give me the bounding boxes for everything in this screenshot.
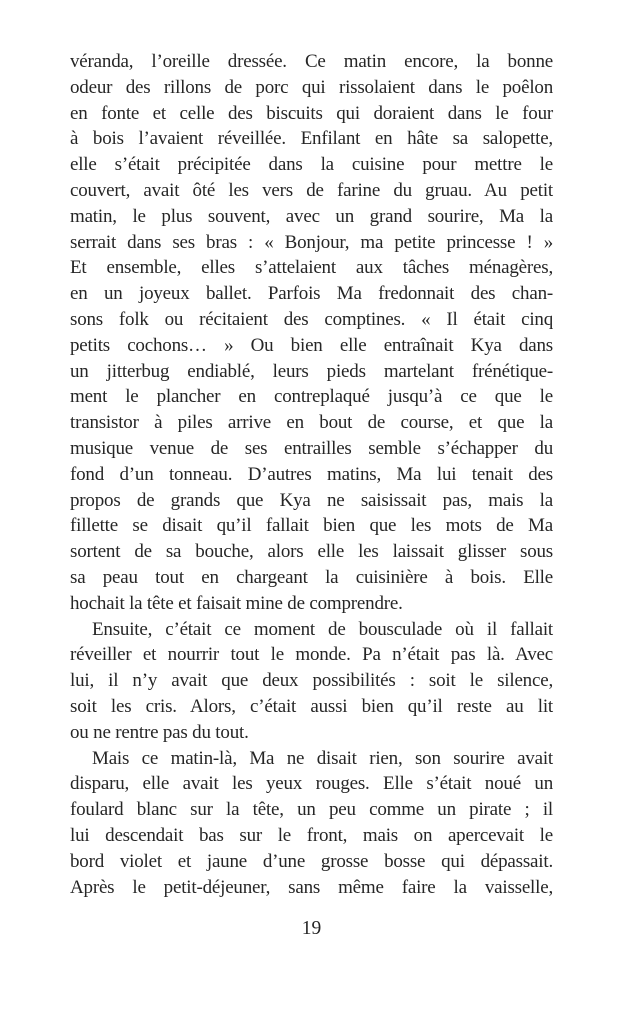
text-line: Après le petit-déjeuner, sans même faire la vaisselle, xyxy=(70,876,553,898)
text-line: lui descendait bas sur le front, mais on apercevait le xyxy=(70,824,553,846)
text-line: bord violet et jaune d’une grosse bosse qui dépassait. xyxy=(70,850,553,872)
text-line: sortent de sa bouche, alors elle les laissait glisser sous xyxy=(70,541,553,563)
text-line: sa peau tout en chargeant la cuisinière à bois. Elle xyxy=(70,566,553,588)
text-line: fond d’un tonneau. D’autres matins, Ma lui tenait des xyxy=(70,463,553,485)
text-line: Mais ce matin-là, Ma ne disait rien, son sourire avait xyxy=(92,747,553,769)
text-line: véranda, l’oreille dressée. Ce matin encore, la bonne xyxy=(70,51,553,72)
text-line: musique venue de ses entrailles semble s’échapper du xyxy=(70,437,553,459)
text-line: hochait la tête et faisait mine de comprendre. xyxy=(70,592,403,614)
text-line: soit les cris. Alors, c’était aussi bien qu’il reste au lit xyxy=(70,695,553,717)
text-line: foulard blanc sur la tête, un peu comme un pirate ; il xyxy=(70,799,553,821)
text-line: transistor à piles arrive en bout de course, et que la xyxy=(70,412,553,434)
page-number: 19 xyxy=(301,918,322,940)
text-line: en un joyeux ballet. Parfois Ma fredonnait des chan- xyxy=(70,283,553,305)
text-line: disparu, elle avait les yeux rouges. Elle s’était noué un xyxy=(70,773,553,795)
text-line: réveiller et nourrir tout le monde. Pa n’était pas là. Avec xyxy=(70,644,553,666)
text-line: Et ensemble, elles s’attelaient aux tâches ménagères, xyxy=(70,257,553,279)
text-line: à bois l’avaient réveillée. Enfilant en hâte sa salopette, xyxy=(70,128,553,150)
text-line: en fonte et celle des biscuits qui doraient dans le four xyxy=(70,102,553,124)
text-line: matin, le plus souvent, avec un grand sourire, Ma la xyxy=(70,205,553,227)
text-line: lui, il n’y avait que deux possibilités : soit le silence, xyxy=(70,670,553,692)
text-line: fillette se disait qu’il fallait bien que les mots de Ma xyxy=(70,515,553,537)
page-text xyxy=(70,49,553,900)
text-line: ment le plancher en contreplaqué jusqu’à ce que le xyxy=(70,386,553,408)
text-line: un jitterbug endiablé, leurs pieds martelant frénétique- xyxy=(70,360,553,382)
text-line: petits cochons… » Ou bien elle entraînait Kya dans xyxy=(70,334,553,356)
text-line: sons folk ou récitaient des comptines. « Il était cinq xyxy=(70,308,553,330)
text-line: couvert, avait ôté les vers de farine du gruau. Au petit xyxy=(70,179,553,201)
text-line: elle s’était précipitée dans la cuisine pour mettre le xyxy=(70,154,553,176)
text-line: propos de grands que Kya ne saisissait pas, mais la xyxy=(70,489,553,511)
text-line: odeur des rillons de porc qui rissolaient dans le poêlon xyxy=(70,76,553,98)
text-line: Ensuite, c’était ce moment de bousculade où il fallait xyxy=(92,618,553,640)
text-line: serrait dans ses bras : « Bonjour, ma petite princesse ! » xyxy=(70,231,553,253)
text-line: ou ne rentre pas du tout. xyxy=(70,721,249,743)
